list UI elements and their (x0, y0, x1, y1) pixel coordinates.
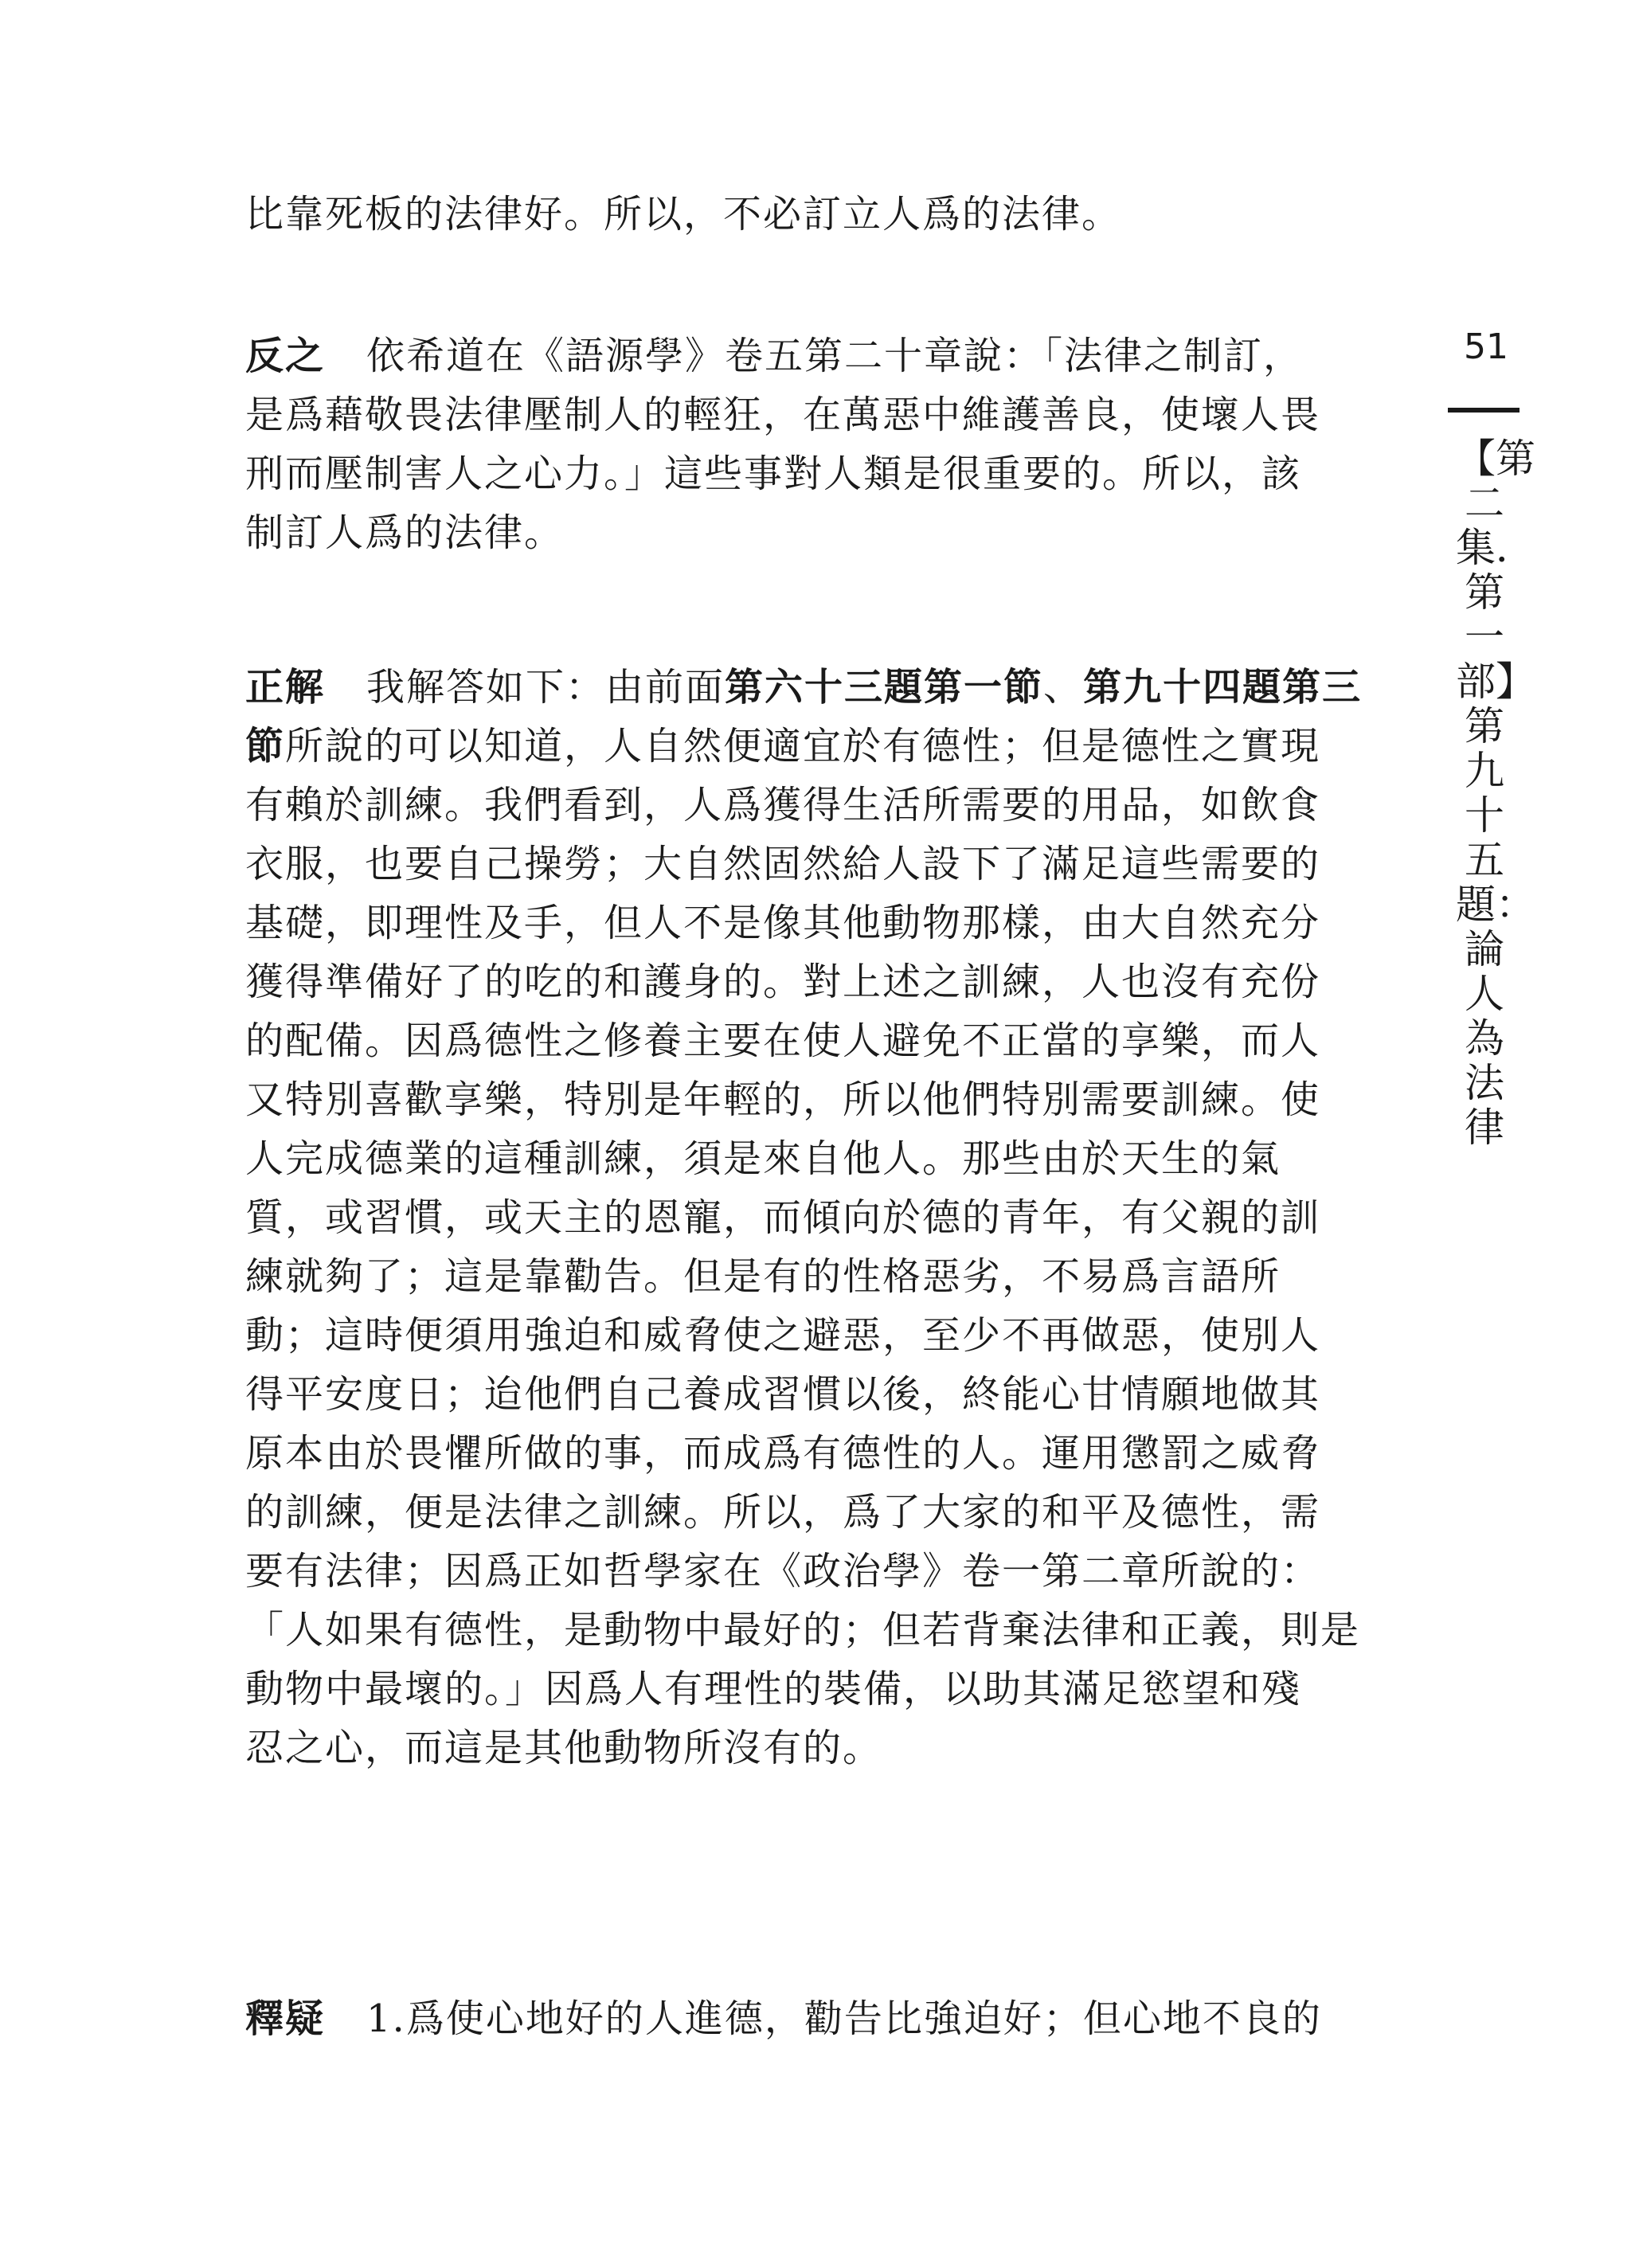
cross-reference: 第九十四題第三 (1083, 665, 1363, 710)
section-label-respondeo: 正解 (245, 665, 326, 710)
text-line (245, 327, 1392, 385)
text-line (245, 658, 1392, 717)
text-line: 衣服，也要自己操勞；大自然固然給人設下了滿足這些需要的 (245, 842, 1321, 886)
text-line: 是爲藉敬畏法律壓制人的輕狂，在萬惡中維護善良，使壞人畏 (245, 393, 1321, 437)
paragraph-respondeo (245, 658, 1392, 1777)
paragraph-sed-contra (245, 327, 1392, 562)
text-line (245, 717, 1392, 776)
text-line: 「人如果有德性，是動物中最好的；但若背棄法律和正義，則是 (245, 1608, 1361, 1652)
text-line: 制訂人爲的法律。 (245, 510, 565, 555)
section-label-sed-contra: 反之 (245, 334, 326, 378)
text-line: 得平安度日；迨他們自己養成習慣以後，終能心甘情願地做其 (245, 1372, 1321, 1417)
text-line: 又特別喜歡享樂，特別是年輕的，所以他們特別需要訓練。使 (245, 1077, 1321, 1122)
running-head: 【第二集．第一部】第九十五題：論人為法律 (1456, 436, 1535, 1151)
paragraph-ad-primum (245, 1989, 1392, 2048)
text-line (245, 1989, 1392, 2048)
text-line: 練就夠了；這是靠勸告。但是有的性格惡劣，不易爲言語所 (245, 1254, 1281, 1299)
text-line: 的配備。因爲德性之修養主要在使人避免不正當的享樂，而人 (245, 1019, 1321, 1063)
text-line: 質，或習慣，或天主的恩寵，而傾向於德的青年，有父親的訓 (245, 1195, 1321, 1240)
text-line: 動；這時便須用強迫和威脅使之避惡，至少不再做惡，使別人 (245, 1313, 1321, 1358)
section-label-replies: 釋疑 (245, 1996, 326, 2041)
text-line: 獲得準備好了的吃的和護身的。對上述之訓練，人也沒有充份 (245, 960, 1321, 1004)
text-line: 人完成德業的這種訓練，須是來自他人。那些由於天生的氣 (245, 1136, 1281, 1181)
text-line: 忍之心，而這是其他動物所沒有的。 (245, 1726, 883, 1770)
text-line: 的訓練，便是法律之訓練。所以，爲了大家的和平及德性，需 (245, 1490, 1321, 1535)
text-line: 要有法律；因爲正如哲學家在《政治學》卷一第二章所說的： (245, 1549, 1321, 1593)
text-span: 1.爲使心地好的人進德，勸告比強迫好；但心地不良的 (366, 1996, 1322, 2041)
text-line: 原本由於畏懼所做的事，而成爲有德性的人。運用懲罰之威脅 (245, 1431, 1321, 1476)
text-line: 基礎，即理性及手，但人不是像其他動物那樣，由大自然充分 (245, 901, 1321, 945)
text-line: 動物中最壞的。」因爲人有理性的裝備，以助其滿足慾望和殘 (245, 1667, 1302, 1711)
text-span: 我解答如下：由前面 (366, 665, 726, 710)
text-line: 比靠死板的法律好。所以，不必訂立人爲的法律。 (245, 192, 1122, 237)
page-number: 51 (1464, 327, 1508, 367)
text-span: 、 (1043, 665, 1084, 710)
paragraph-continuation (245, 185, 1392, 244)
header-rule (1448, 408, 1520, 413)
text-line: 有賴於訓練。我們看到，人爲獲得生活所需要的用品，如飲食 (245, 783, 1321, 827)
text-line: 刑而壓制害人之心力。」這些事對人類是很重要的。所以，該 (245, 452, 1302, 496)
cross-reference: 節 (245, 724, 286, 768)
text-span: 依希道在《語源學》卷五第二十章說：「法律之制訂， (366, 334, 1304, 378)
cross-reference: 第六十三題第一節 (725, 665, 1044, 710)
text-span: 所說的可以知道，人自然便適宜於有德性；但是德性之實現 (285, 724, 1321, 768)
